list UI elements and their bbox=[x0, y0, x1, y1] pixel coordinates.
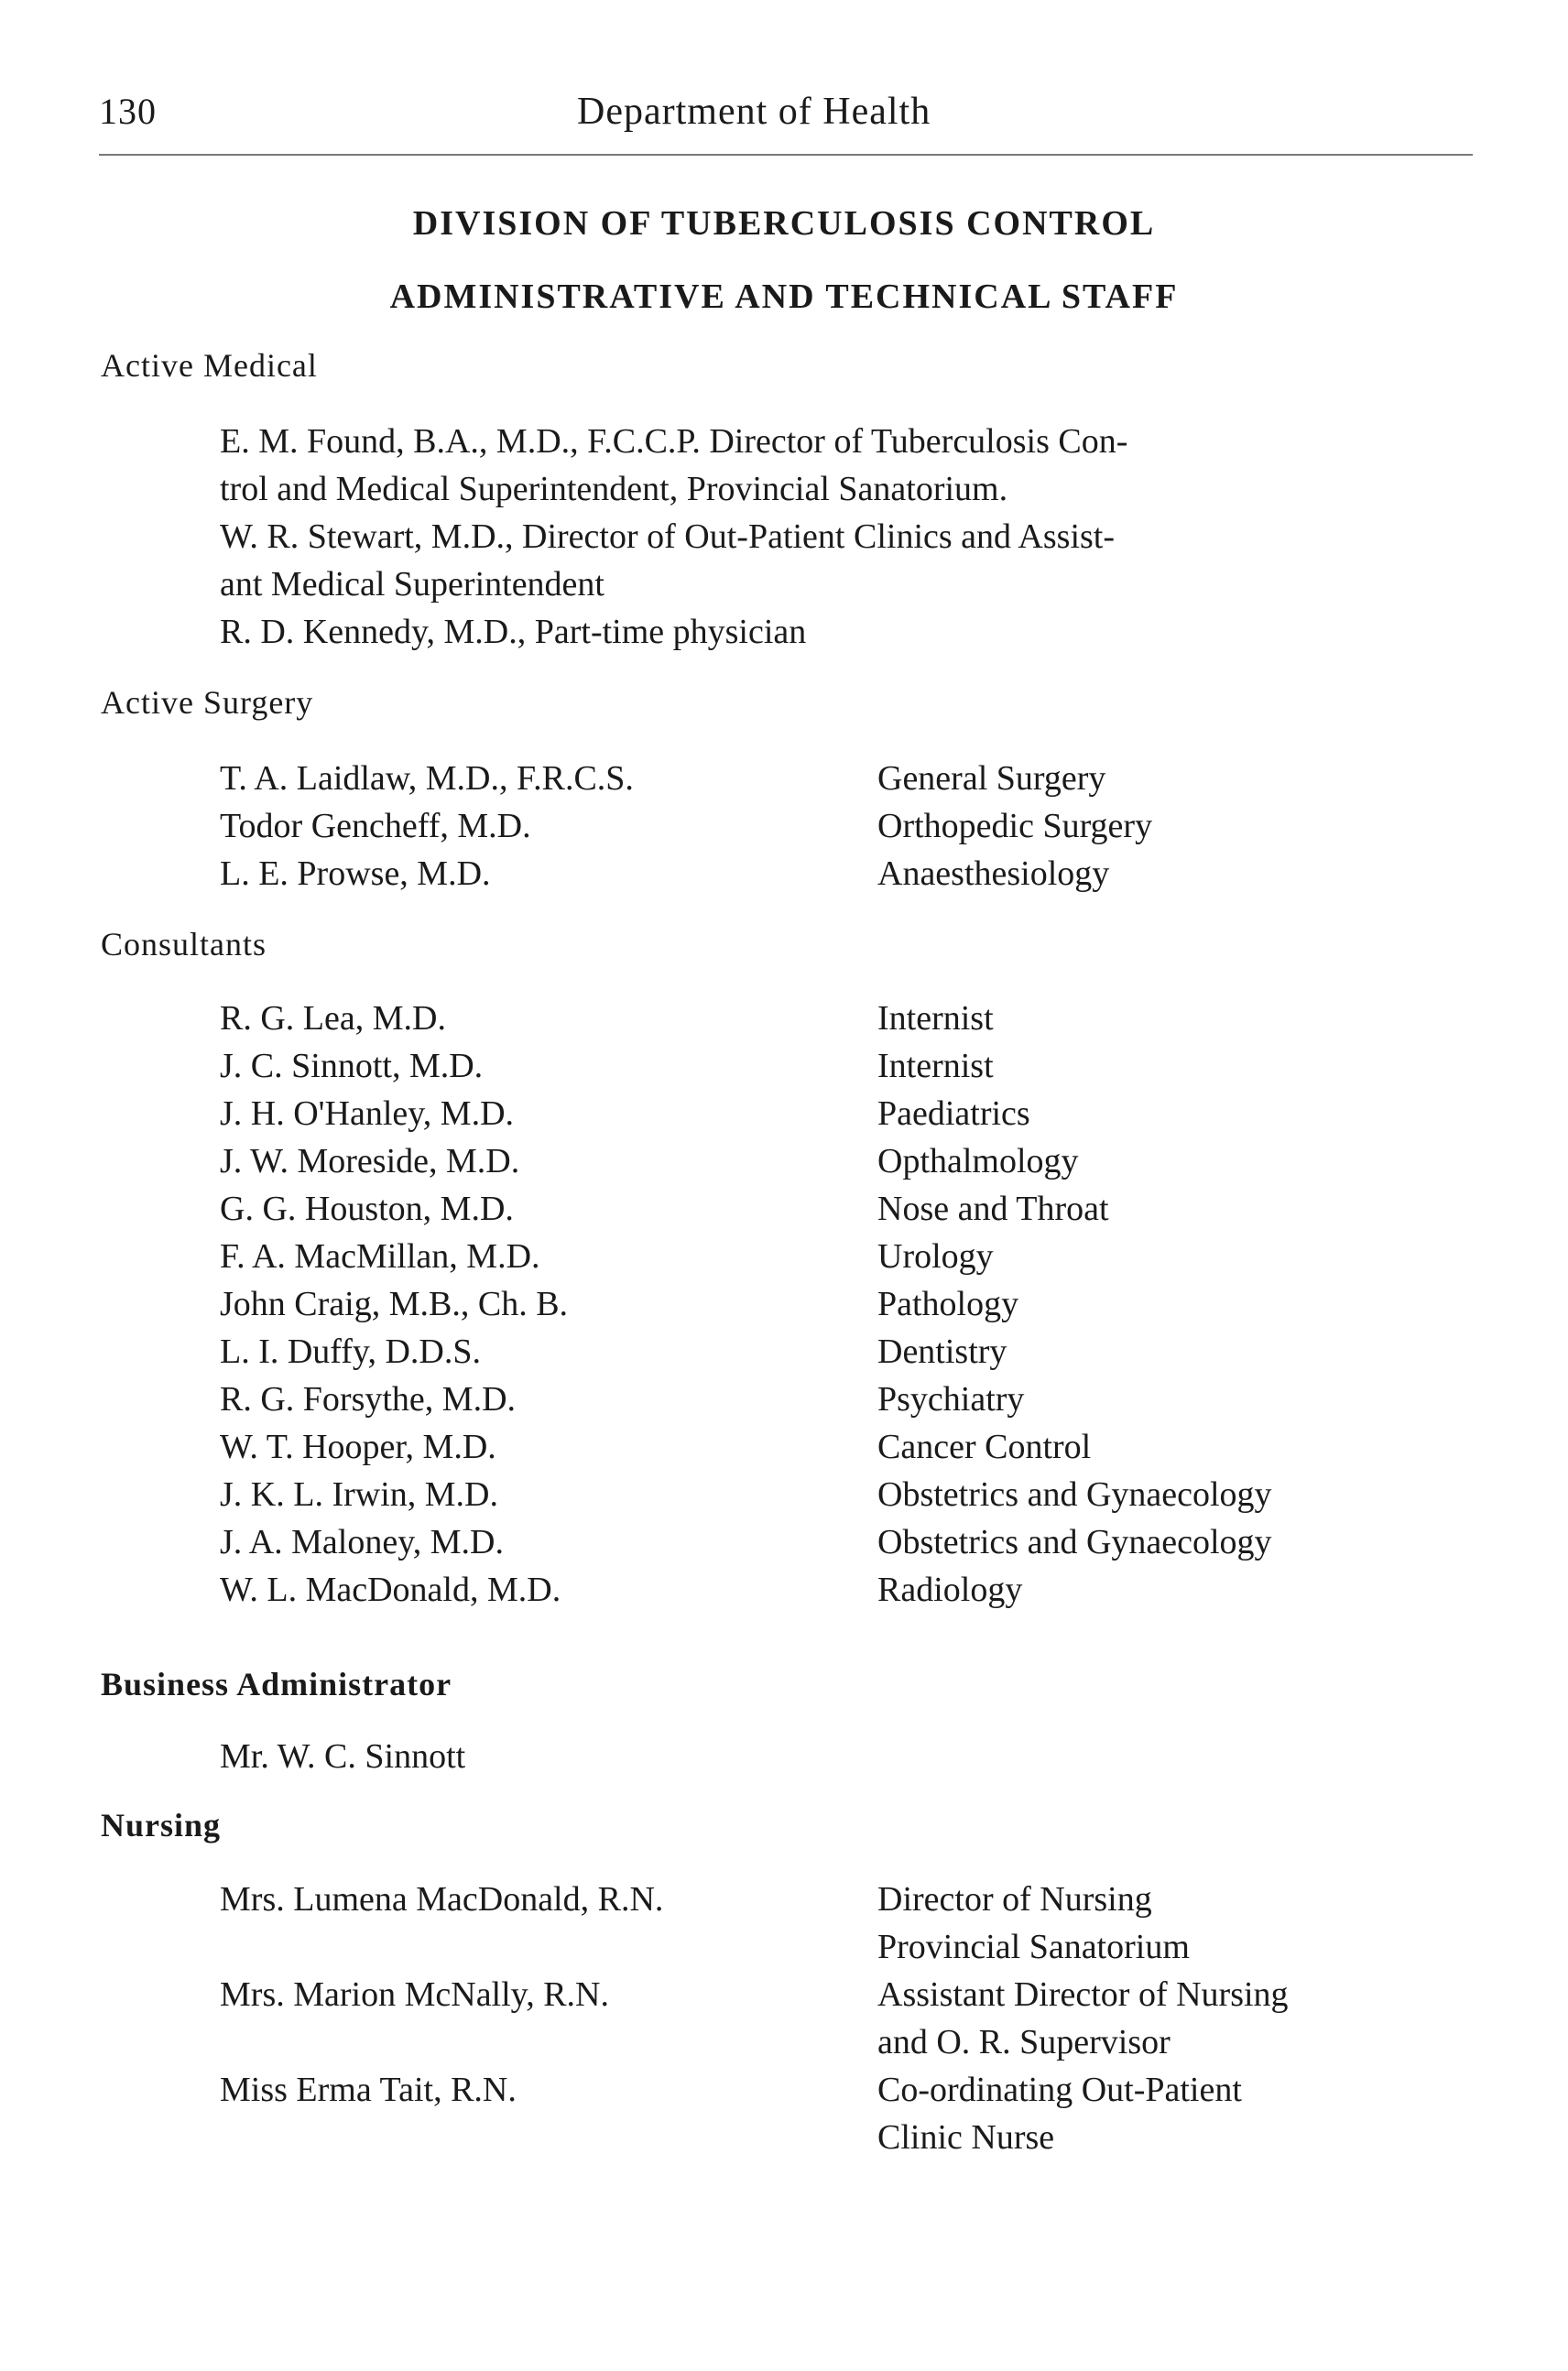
staff-specialty: Orthopedic Surgery bbox=[877, 807, 1153, 845]
list-item bbox=[220, 850, 1475, 897]
active-surgery-list bbox=[220, 755, 1475, 897]
staff-name: J. K. L. Irwin, M.D. bbox=[220, 1475, 498, 1514]
entry-line: W. R. Stewart, M.D., Director of Out-Patient Clinics and Assist- bbox=[220, 517, 1115, 556]
staff-name: Mrs. Marion McNally, R.N. bbox=[220, 1975, 609, 2014]
list-item bbox=[220, 1233, 1475, 1280]
staff-specialty: Obstetrics and Gynaecology bbox=[877, 1523, 1272, 1561]
section-heading-active-medical: Active Medical bbox=[101, 347, 318, 384]
staff-name: W. T. Hooper, M.D. bbox=[220, 1428, 496, 1466]
staff-name: G. G. Houston, M.D. bbox=[220, 1190, 514, 1228]
staff-name: L. I. Duffy, D.D.S. bbox=[220, 1332, 481, 1371]
staff-specialty: Pathology bbox=[877, 1285, 1019, 1323]
list-item bbox=[220, 2066, 1475, 2161]
section-heading-active-surgery: Active Surgery bbox=[101, 684, 314, 721]
entry-line: trol and Medical Superintendent, Provincial Sanatorium. bbox=[220, 470, 1008, 508]
list-item bbox=[220, 1042, 1475, 1090]
list-item bbox=[220, 1090, 1475, 1137]
staff-specialty: Cancer Control bbox=[877, 1428, 1092, 1466]
entry-line: E. M. Found, B.A., M.D., F.C.C.P. Director of Tuberculosis Con- bbox=[220, 422, 1128, 461]
staff-specialty: Urology bbox=[877, 1237, 994, 1276]
running-title: Department of Health bbox=[577, 91, 931, 133]
role-line: and O. R. Supervisor bbox=[877, 2023, 1171, 2061]
staff-name: R. G. Forsythe, M.D. bbox=[220, 1380, 517, 1419]
staff-name: J. C. Sinnott, M.D. bbox=[220, 1047, 484, 1085]
active-medical-list bbox=[220, 418, 1475, 656]
staff-name: Miss Erma Tait, R.N. bbox=[220, 2071, 517, 2109]
list-item bbox=[220, 1423, 1475, 1471]
list-item bbox=[220, 1280, 1475, 1328]
staff-specialty: Psychiatry bbox=[877, 1380, 1025, 1419]
role-line: Co-ordinating Out-Patient bbox=[877, 2071, 1242, 2109]
staff-name: F. A. MacMillan, M.D. bbox=[220, 1237, 540, 1276]
list-item bbox=[220, 1876, 1475, 1971]
list-item bbox=[220, 1328, 1475, 1376]
staff-specialty: Opthalmology bbox=[877, 1142, 1079, 1180]
list-item bbox=[220, 802, 1475, 850]
staff-specialty: Nose and Throat bbox=[877, 1190, 1109, 1228]
business-administrator-name: Mr. W. C. Sinnott bbox=[220, 1737, 466, 1776]
list-item bbox=[220, 995, 1475, 1042]
list-item bbox=[220, 1518, 1475, 1566]
staff-specialty: Radiology bbox=[877, 1571, 1023, 1609]
list-item bbox=[220, 1471, 1475, 1518]
staff-name: W. L. MacDonald, M.D. bbox=[220, 1571, 561, 1609]
nursing-list bbox=[220, 1876, 1475, 2161]
entry-line: ant Medical Superintendent bbox=[220, 565, 604, 604]
staff-name: L. E. Prowse, M.D. bbox=[220, 854, 491, 893]
staff-specialty: Internist bbox=[877, 999, 994, 1038]
list-item bbox=[220, 1566, 1475, 1614]
list-item bbox=[220, 1185, 1475, 1233]
list-item bbox=[220, 755, 1475, 802]
page-number: 130 bbox=[99, 91, 157, 132]
role-line: Assistant Director of Nursing bbox=[877, 1975, 1289, 2014]
page-header bbox=[99, 90, 1473, 145]
staff-name: J. A. Maloney, M.D. bbox=[220, 1523, 504, 1561]
staff-name: Todor Gencheff, M.D. bbox=[220, 807, 531, 845]
staff-name: J. H. O'Hanley, M.D. bbox=[220, 1094, 515, 1133]
list-item bbox=[220, 1971, 1475, 2066]
division-title: DIVISION OF TUBERCULOSIS CONTROL bbox=[412, 204, 1156, 243]
entry-line: R. D. Kennedy, M.D., Part-time physician bbox=[220, 613, 807, 651]
section-heading-business-administrator: Business Administrator bbox=[101, 1666, 452, 1702]
staff-specialty: Internist bbox=[877, 1047, 994, 1085]
staff-specialty: Paediatrics bbox=[877, 1094, 1030, 1133]
staff-name: T. A. Laidlaw, M.D., F.R.C.S. bbox=[220, 759, 634, 798]
consultants-list bbox=[220, 995, 1475, 1614]
staff-role bbox=[877, 1971, 1464, 2066]
staff-name: John Craig, M.B., Ch. B. bbox=[220, 1285, 569, 1323]
staff-specialty: Obstetrics and Gynaecology bbox=[877, 1475, 1272, 1514]
staff-specialty: Anaesthesiology bbox=[877, 854, 1110, 893]
section-heading-consultants: Consultants bbox=[101, 926, 267, 963]
role-line: Clinic Nurse bbox=[877, 2118, 1055, 2157]
staff-name: Mrs. Lumena MacDonald, R.N. bbox=[220, 1880, 664, 1919]
header-rule bbox=[99, 154, 1473, 156]
staff-title: ADMINISTRATIVE AND TECHNICAL STAFF bbox=[389, 277, 1179, 316]
section-heading-nursing: Nursing bbox=[101, 1807, 222, 1844]
staff-specialty: Dentistry bbox=[877, 1332, 1007, 1371]
list-item bbox=[220, 1137, 1475, 1185]
role-line: Provincial Sanatorium bbox=[877, 1928, 1190, 1966]
list-item bbox=[220, 1376, 1475, 1423]
staff-name: J. W. Moreside, M.D. bbox=[220, 1142, 520, 1180]
staff-specialty: General Surgery bbox=[877, 759, 1106, 798]
staff-name: R. G. Lea, M.D. bbox=[220, 999, 446, 1038]
staff-role bbox=[877, 2066, 1464, 2161]
role-line: Director of Nursing bbox=[877, 1880, 1152, 1919]
staff-role bbox=[877, 1876, 1464, 1971]
